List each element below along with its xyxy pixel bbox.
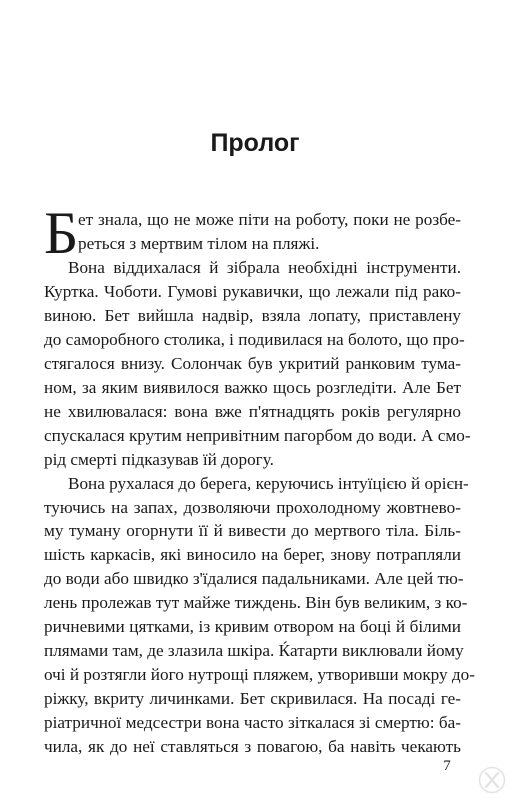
- text-line: очі й розтягли його нутрощі пляжем, утворивши мокру до-: [44, 665, 475, 685]
- page-number: 7: [443, 758, 451, 774]
- text-line: ном, за яким виявилося важко щось розгледіти. Але Бет: [44, 377, 461, 397]
- text-line: чила, як до неї ставляться з повагою, ба навіть чекають: [44, 737, 461, 756]
- text-line: ет знала, що не може піти на роботу, поки не розбе-: [78, 210, 461, 229]
- chapter-title: Пролог: [210, 129, 300, 157]
- text-line: шість каркасів, які виносило на берег, знову потрапляли: [44, 545, 461, 565]
- text-line: стягалося внизу. Солончак був укритий ранковим тума-: [44, 353, 461, 373]
- text-line: до води або швидко з'їдалися падальниками. Але цей тю-: [44, 569, 464, 589]
- text-line: Куртка. Чоботи. Гумові рукавички, що лежали під рако-: [44, 281, 461, 301]
- text-line: Вона рухалася до берега, керуючись інтуїцією й орієн-: [68, 473, 469, 493]
- text-line: туючись на запах, дозволяючи прохолодному жовтнево-: [44, 497, 461, 517]
- text-line: лень пролежав тут майже тиждень. Він був великим, з ко-: [44, 593, 468, 613]
- text-line: ріжку, вкриту личинками. Бет скривилася. На посаді ге-: [44, 689, 461, 709]
- text-line: му туману огорнути її й вивести до мертвого тіла. Біль-: [44, 521, 461, 541]
- text-line: ріатричної медсестри вона часто зіткалася зі смертю: ба-: [44, 713, 461, 732]
- text-line: ричневими цятками, із кривим отвором на боці й білими: [44, 617, 461, 637]
- drop-cap: Б: [44, 199, 79, 266]
- text-line: не хвилювалася: вона вже п'ятнадцять років регулярно: [44, 401, 461, 421]
- text-line: спускалася крутим непривітним пагорбом до води. А смо-: [44, 425, 471, 445]
- text-line: рід смерті підказував їй дорогу.: [44, 449, 274, 469]
- text-line: плямами там, де злазила шкіра. Ќатарти виклювали йому: [44, 641, 464, 661]
- text-line: реться з мертвим тілом на пляжі.: [78, 234, 320, 253]
- text-line: до саморобного столика, і подивилася на болото, що про-: [44, 329, 465, 349]
- text-line: виною. Бет вийшла надвір, взяла лопату, приставлену: [44, 305, 461, 325]
- x-watermark-icon: [478, 766, 506, 794]
- text-line: Вона віддихалася й зібрала необхідні інструменти.: [68, 257, 461, 277]
